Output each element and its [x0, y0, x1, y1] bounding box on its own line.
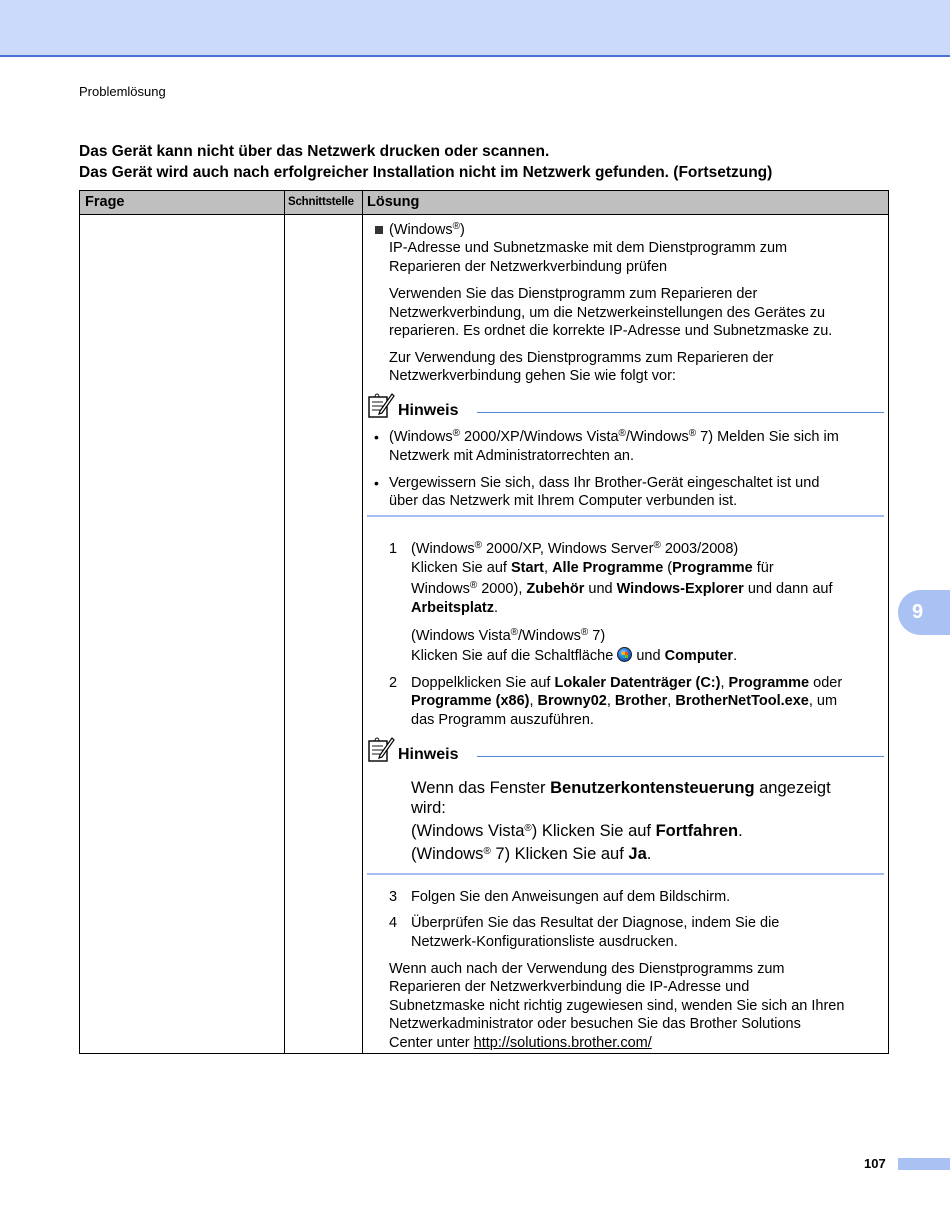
- para1-line: Reparieren der Netzwerkverbindung prüfen: [389, 259, 668, 275]
- step-number: 4: [389, 915, 398, 931]
- final-line: Center unter http://solutions.brother.com/: [389, 1035, 652, 1051]
- hint-end-rule: [367, 873, 884, 875]
- troubleshooting-table: [79, 190, 889, 1054]
- windows-start-icon: [617, 647, 632, 662]
- note-pencil-icon: [367, 391, 395, 419]
- step-number: 2: [389, 675, 398, 691]
- column-divider: [284, 191, 285, 1053]
- top-banner: [0, 0, 950, 57]
- bullet-dot: •: [374, 475, 379, 491]
- step3-line: Folgen Sie den Anweisungen auf dem Bildschirm.: [411, 889, 731, 905]
- final-line: Reparieren der Netzwerkverbindung die IP-Adresse und: [389, 979, 750, 995]
- hint2-line: Wenn das Fenster Benutzerkontensteuerung angezeigt: [411, 779, 831, 797]
- windows-title: (Windows®): [389, 221, 465, 238]
- final-line: Subnetzmaske nicht richtig zugewiesen sind, wenden Sie sich an Ihren: [389, 998, 845, 1014]
- bullet-dot: •: [374, 429, 379, 445]
- hint1-bullet1-line: Netzwerk mit Administratorrechten an.: [389, 448, 634, 464]
- chapter-tab: 9: [898, 590, 950, 635]
- hint2-line: wird:: [411, 799, 446, 817]
- note-pencil-icon: [367, 735, 395, 763]
- solutions-link[interactable]: http://solutions.brother.com/: [473, 1035, 652, 1051]
- page-heading: [79, 141, 772, 183]
- hint-end-rule: [367, 515, 884, 517]
- step1-line: Arbeitsplatz.: [411, 600, 499, 616]
- step2-line: Programme (x86), Browny02, Brother, BrotherNetTool.exe, um: [411, 693, 838, 709]
- hint-rule: [477, 412, 884, 413]
- heading-line-2: Das Gerät wird auch nach erfolgreicher Installation nicht im Netzwerk gefunden. (Fortsetzung): [79, 164, 773, 181]
- step1-vista-line: Klicken Sie auf die Schaltfläche und Computer.: [411, 648, 738, 664]
- final-line: Netzwerkadministrator oder besuchen Sie das Brother Solutions: [389, 1016, 801, 1032]
- final-line: Wenn auch nach der Verwendung des Dienstprogramms zum: [389, 961, 785, 977]
- hint-title: Hinweis: [398, 402, 459, 419]
- header-frage: Frage: [85, 194, 125, 210]
- hint2-line: (Windows® 7) Klicken Sie auf Ja.: [411, 845, 652, 863]
- section-label: Problemlösung: [79, 84, 166, 99]
- square-bullet-icon: [375, 226, 383, 234]
- para2-line: reparieren. Es ordnet die korrekte IP-Adresse und Subnetzmaske zu.: [389, 323, 833, 339]
- hint1-bullet2-line: über das Netzwerk mit Ihrem Computer verbunden ist.: [389, 493, 738, 509]
- page-number-bar: [898, 1158, 950, 1170]
- hint-rule: [477, 756, 884, 757]
- step4-line: Überprüfen Sie das Resultat der Diagnose, indem Sie die: [411, 915, 780, 931]
- page-number: 107: [864, 1156, 886, 1171]
- step1-line: (Windows® 2000/XP, Windows Server® 2003/2008): [411, 540, 739, 557]
- step-number: 3: [389, 889, 398, 905]
- step4-line: Netzwerk-Konfigurationsliste ausdrucken.: [411, 934, 678, 950]
- hint-title: Hinweis: [398, 746, 459, 763]
- step1-line: Klicken Sie auf Start, Alle Programme (Programme für: [411, 560, 774, 576]
- heading-line-1: Das Gerät kann nicht über das Netzwerk drucken oder scannen.: [79, 143, 550, 160]
- hint1-bullet1-line: (Windows® 2000/XP/Windows Vista®/Windows® 7) Melden Sie sich im: [389, 428, 839, 445]
- column-divider: [362, 191, 363, 1053]
- para1-line: IP-Adresse und Subnetzmaske mit dem Dienstprogramm zum: [389, 240, 788, 256]
- step-number: 1: [389, 541, 398, 557]
- para2-line: Verwenden Sie das Dienstprogramm zum Reparieren der: [389, 286, 758, 302]
- hint2-line: (Windows Vista®) Klicken Sie auf Fortfahren.: [411, 822, 743, 840]
- header-loesung: Lösung: [367, 194, 420, 210]
- step2-line: Doppelklicken Sie auf Lokaler Datenträger (C:), Programme oder: [411, 675, 843, 691]
- para3-line: Netzwerkverbindung gehen Sie wie folgt vor:: [389, 368, 676, 384]
- step2-line: das Programm auszuführen.: [411, 712, 594, 728]
- table-header: [80, 191, 888, 215]
- para3-line: Zur Verwendung des Dienstprogramms zum Reparieren der: [389, 350, 774, 366]
- step1-vista-line: (Windows Vista®/Windows® 7): [411, 627, 606, 644]
- header-schnittstelle: Schnittstelle: [288, 196, 354, 208]
- para2-line: Netzwerkverbindung, um die Netzwerkeinstellungen des Gerätes zu: [389, 305, 826, 321]
- hint1-bullet2-line: Vergewissern Sie sich, dass Ihr Brother-Gerät eingeschaltet ist und: [389, 475, 820, 491]
- step1-line: Windows® 2000), Zubehör und Windows-Explorer und dann auf: [411, 580, 833, 597]
